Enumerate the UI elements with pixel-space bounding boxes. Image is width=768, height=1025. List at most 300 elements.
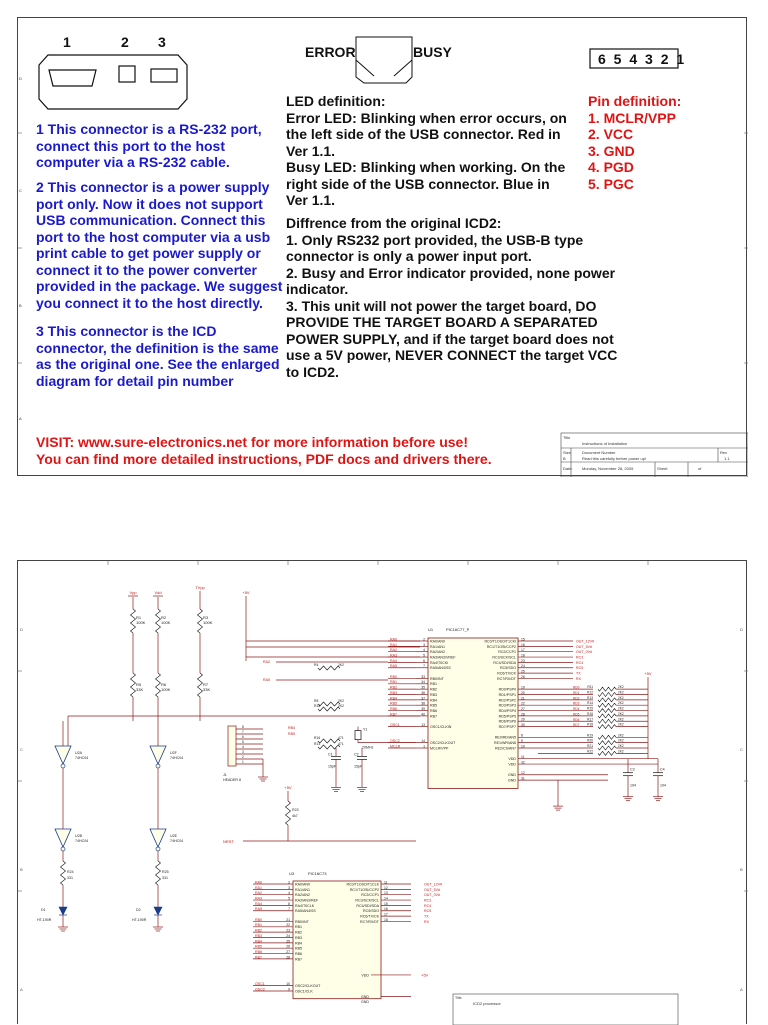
tb-doc-label: Document Number [582,450,616,455]
header-pin-num: 5 [242,740,244,744]
u1-left-pin-num: 36 [421,690,425,695]
u3-left-pin-num: 2 [288,880,290,885]
header-pin-num: 3 [242,750,244,754]
u3-gnd-name-2: GND [361,1000,369,1005]
tb-of-label: of [698,466,702,471]
u3-left-pin-num: 10 [286,982,290,987]
rb-series-resistor [318,666,340,670]
u1-right-pin-name: RC4/SDI/SDA [493,660,516,665]
u3-left-pin-num: 3 [288,885,290,890]
rb-res-val: 471 [338,742,344,746]
u1-right-pin-num: 28 [521,712,525,717]
u1-left-pin-num: 7 [423,664,425,669]
u3-right-pin-name: RC0/T1OSO/T1CLK [346,882,379,887]
rb-series-resistor [318,739,340,743]
u1-left-net-label: OSC1 [390,723,400,727]
rd-res-val: 2K2 [618,749,624,754]
border-mark-right: B [740,867,743,872]
inverter-gate-2 [55,829,71,847]
rd-res-val: 2K2 [618,706,624,711]
border-mark-b: B [19,303,22,308]
rd-net-label: RD0 [573,685,580,690]
u1-left-pin-num: 34 [421,680,425,685]
rb-res-val: 2K2 [338,704,345,708]
rd-res-ref: R15 [587,706,593,711]
u1-left-net-label: RB7 [390,712,397,717]
rb-res-ref: R8 [314,699,319,703]
u3-left-net: OSC2 [255,987,265,992]
u1-left-net-label: RA3 [390,653,397,658]
rb-series-resistor [318,745,340,749]
u3-left-pin-name: RA2/AN2 [295,893,310,898]
net-ra5: RA5 [263,678,270,682]
rd-series-resistor [598,751,616,755]
error-led-label: ERROR [305,44,356,60]
rd-res-val: 2K2 [618,722,624,727]
rd-net-label: RD3 [573,701,580,706]
cap12-val: 15pF [354,764,363,769]
header-pin-num: 1 [242,760,244,764]
u3-right-pin-num: 18 [384,917,388,922]
inverter-gate-3 [150,829,166,847]
tb-rev: 1.1 [724,456,730,461]
u1-right-pin-name: RD2/PSP2 [498,698,516,703]
rd-res-ref: R19 [587,733,593,738]
u1-right-pin-name: RC0/T1OSO/T1CKI [484,639,516,644]
rd-res-val: 2K2 [618,695,624,700]
rc-net-label: RC3 [576,655,584,660]
tb-size-label: Size [563,450,571,455]
border-mark-right: A [740,987,743,992]
border-mark: B [20,867,23,872]
u3-left-pin-name: RB2 [295,930,302,935]
u1-right-pin-num: 26 [521,674,525,679]
u3-right-pin-num: 13 [384,891,388,896]
r23-val: 4k7 [292,814,298,818]
rd-net-label: RD2 [573,696,580,701]
rd-res-ref: R13 [587,695,593,700]
u3-right-pin-name: RC2/CCP1 [361,893,379,898]
cap12-ref: C1 [328,752,333,757]
u1-left-pin-name: RB6 [430,708,437,713]
power-port-description: 2 This connector is a power supply port only. Now it does not support USB communication. Connect this port to the host computer via a usb print cable to get power supply or connect it to the power converter provided in the package. We suggest you connect it to the host directly. [36,179,283,311]
u1-right-pin-name: RE2/CS/AN7 [495,746,516,751]
u1-left-net-label: RA1 [390,642,397,647]
border-mark-right: D [740,627,743,632]
u1-left-pin-num: 33 [421,674,425,679]
u3-right-pin-name: RC5/SDO [363,909,379,914]
led-res-ref: R24 [67,870,74,874]
u1-right-pin-name: RE1/WR/AN6 [494,741,516,746]
u3-right-pin-name: RC1/T1OSI/CCP2 [349,887,379,892]
u1-left-pin-num: 39 [421,706,425,711]
u1-left-pin-name: RB5 [430,703,437,708]
u1-left-net-label: RB2 [390,685,397,690]
rb-series-resistor [318,707,340,711]
rd-net-label: RD7 [573,723,580,728]
u1-right-pin-num: 31 [521,776,525,781]
border-mark-d: D [19,76,22,81]
gate-ref: U2B [75,834,82,838]
visit-notice: VISIT: www.sure-electronics.net for more information before use! You can find more detailed instructions, PDF docs and drivers there. [36,434,492,467]
rd-series-resistor [598,693,616,697]
rd-res-ref: R20 [587,738,593,743]
u1-left-net-label: MCLR [390,744,401,749]
u1-right-pin-name: RD7/PSP7 [498,725,516,729]
u3-right-net: RC4 [424,903,432,908]
tb-date: Monday, November 28, 2005 [582,466,634,471]
resistor-top-1 [156,609,161,633]
u1-right-pin-name: GND [508,778,516,783]
u1-left-pin-num: 5 [423,653,425,658]
rd-series-resistor [598,741,616,745]
rd-series-resistor [598,719,616,723]
power-label-tvpp: TVpp [195,585,205,590]
icd-connector-description: 3 This connector is the ICD connector, the definition is the same as the original one. See the enlarged diagram for detail pin number [36,323,280,389]
inverter-gate-1 [150,746,166,764]
u3-left-net: RB0 [255,917,262,922]
gate-part: 74HC04 [75,756,89,760]
inverter-gate-0 [55,746,71,764]
u1-right-pin-num: 21 [521,696,525,701]
crystal-ref: Y1 [363,727,368,732]
rs232-description: 1 This connector is a RS-232 port, connect this port to the host computer via a RS-232 cable. [36,121,262,170]
u3-left-net: RA5 [255,907,262,912]
u3-right-pin-name: RC4/SDI/SDA [356,903,379,908]
header-pin-num: 8 [242,725,244,729]
rd-res-val: 2K2 [618,744,624,748]
cap-ref: C4 [660,767,665,772]
header-val: HEADER 8 [223,778,241,782]
u3-left-pin-num: 6 [288,901,290,906]
u1-left-pin-num: 3 [423,642,425,647]
net-rb5: RB5 [288,732,295,736]
led-res-val: 331 [67,876,73,880]
u3-left-pin-num: 24 [286,933,290,938]
u3-left-pin-num: 5 [288,896,290,901]
resistor-val: 100K [203,620,213,625]
u1-left-pin-name: RB7 [430,714,437,719]
power-label-vpp: Vpp [129,590,137,595]
icd2-schematic [18,561,748,1025]
rd-res-ref: R17 [587,717,593,722]
rd-res-ref: R21 [587,744,593,748]
title-block-2 [453,994,678,1025]
u1-right-pin-name: RD6/PSP6 [498,719,516,724]
u3-left-pin-num: 23 [286,928,290,933]
r23-ref: R23 [292,808,299,812]
nrst-label: NRST [223,839,234,844]
rb-series-resistor [318,702,340,706]
resistor-ref: R3 [203,615,209,620]
u1-right-pin-num: 17 [521,648,525,653]
u1-left-pin-num: 6 [423,658,425,663]
u1-right-pin-name: RE0/RD/AN5 [494,735,516,740]
u1-right-pin-num: 25 [521,669,525,674]
tb2-title-label: Title [455,996,462,1000]
u1-left-pin-name: RA5/AN4/SS [430,666,451,671]
led-definition: LED definition: Error LED: Blinking when error occurs, on the left side of the USB connector. Red in Ver 1.1. Busy LED: Blinking when working. On the right side of the USB connector. Blue in Ver 1.1. [286,93,567,208]
rd-net-label: RD5 [573,712,580,717]
inverter-bubble-1 [156,764,160,768]
header-pin-num: 7 [242,730,244,734]
u1-left-pin-name: OSC2/CLKOUT [430,741,456,746]
u1-right-pin-num: 30 [521,723,525,727]
rb-res-ref: R4 [314,663,319,667]
u1-right-pin-name: RD3/PSP3 [498,703,516,708]
u1-left-net-label: RA2 [390,648,397,653]
rd-res-val: 2K2 [618,690,624,695]
header-ref: J1 [223,773,227,777]
u3-left-net: RA2 [255,891,262,896]
u3-right-net: OUT_0V# [424,893,440,898]
resistor-val: 100K [161,687,171,692]
u1-right-pin-name: RD5/PSP5 [498,714,516,719]
u1-right-pin-num: 8 [521,733,523,738]
u3-right-net: RC5 [424,909,432,914]
u1-left-pin-name: RB3 [430,692,437,697]
u1-right-pin-num: 29 [521,717,525,722]
u3-left-pin-name: RB3 [295,935,302,940]
led-val: HT-190R [132,918,147,922]
rd-net-label: RD6 [573,717,580,722]
rd-series-resistor [598,703,616,707]
led-val: HT-190R [37,918,52,922]
u1-right-pin-name: RC3/SCK/SCL [492,655,516,660]
tb-title-label: Title [563,435,571,440]
rd-res-val: 2K2 [618,738,624,743]
crystal-val: 20MHz [362,745,374,750]
u3-right-pin-num: 11 [384,880,388,885]
resistor-top-2 [198,609,203,633]
u1-left-pin-name: RA1/AN1 [430,644,445,649]
u1-right-pin-name: VDD [508,757,516,762]
usb-port-shape [119,66,135,82]
u1-part: PIC16C77_P [446,627,470,632]
u3-right-pin-num: 17 [384,912,388,917]
u3-left-pin-name: RB7 [295,957,302,962]
gate-ref: U2F [170,751,177,755]
u1-right-pin-name: VDD [508,762,516,767]
u1-left-pin-num: 14 [421,739,425,744]
u3-right-net: TX [424,914,429,919]
net-ra2: RA2 [263,660,270,664]
u3-right-pin-num: 15 [384,901,388,906]
net-rb4: RB4 [288,726,295,730]
rb-res-val: 2K2 [338,663,345,667]
u3-left-net: RA4 [255,901,262,906]
u1-left-pin-name: RA0/AN0 [430,639,445,644]
u3-right-net: RC3 [424,898,432,903]
u3-left-net: RB1 [255,923,262,928]
u3-right-net: OUT_12V# [424,882,442,887]
u3-right-net: OUT_5V# [424,887,440,892]
u1-left-net-label: RB6 [390,706,397,711]
r23-plus5v: +5V [284,785,292,790]
u3-vdd-name: VDD [361,973,369,978]
u1-right-pin-num: 15 [521,637,525,642]
rb-res-val: 471 [338,736,344,740]
u1-right-pin-name: RC2/CCP1 [498,650,516,655]
u1-left-net-label: OSC2 [390,739,400,744]
inverter-bubble-2 [61,847,65,851]
u1-right-pin-num: 12 [521,771,525,776]
resistor-val: 100K [136,620,146,625]
gate-part: 74HC04 [75,839,89,843]
rd-res-ref: R11 [587,685,593,690]
rd-res-val: 2K2 [618,701,624,706]
gate-ref: U2A [75,751,82,755]
rd-series-resistor [598,746,616,750]
u3-left-pin-name: RA3/AN3/REF [295,898,319,903]
rc-net-label: RC5 [576,666,584,671]
u1-left-pin-name: RA2/AN2 [430,650,445,655]
u3-left-net: RB2 [255,928,262,933]
u1-left-net-label: RA4 [390,658,397,663]
led-box [356,37,412,83]
u3-left-net: RB6 [255,949,262,954]
rd-res-val: 2K2 [618,685,624,690]
resistor-ref: R6 [161,682,167,687]
cap12-val: 15pF [328,764,337,769]
gate-part: 74HC04 [170,839,184,843]
tb-size: B [563,456,566,461]
u1-left-pin-num: 37 [421,696,425,701]
tb-rev-label: Rev [720,450,728,455]
resistor-top-0 [131,609,136,633]
u1-left-pin-name: RB1 [430,682,437,687]
connector-number-1: 1 [63,34,71,50]
u3-left-pin-name: RB4 [295,941,302,946]
u1-left-net-label: RB5 [390,701,397,706]
u1-right-pin-num: 27 [521,706,525,711]
resistor-mid-1 [156,673,161,697]
u3-left-pin-num: 4 [288,891,290,896]
u1-left-net-label: RA5 [390,664,397,669]
rs232-port-shape [49,70,96,86]
border-mark: D [20,627,23,632]
rd-res-val: 2K2 [618,717,624,722]
rd-res-ref: R12 [587,690,593,695]
rd-res-ref: R14 [587,701,593,706]
header-pin-num: 2 [242,755,244,759]
cap12-ref: C2 [354,752,359,757]
border-mark-right: C [740,747,743,752]
crystal-body [355,731,361,740]
u1-ref: U1 [428,627,434,632]
rd-series-resistor [598,725,616,729]
u3-left-net: RB4 [255,939,262,944]
u1-left-pin-name: RB2 [430,687,437,692]
u1-left-pin-name: RA4/T0CKI [430,660,449,665]
u1-left-pin-num: 4 [423,648,425,653]
led-ref: D1 [41,908,46,912]
u3-left-pin-num: 28 [286,955,290,960]
u1-left-pin-num: 2 [423,637,425,642]
u1-left-pin-name: RB0/INT [430,676,444,681]
u3-left-pin-name: RA5/AN4/SS [295,909,316,914]
u3-right-pin-name: RC3/SCK/SCL [355,898,379,903]
led-resistor-1 [156,861,161,885]
u1-right-pin-name: RC5/SDO [500,666,516,671]
rd-net-label: RD1 [573,691,580,695]
rb-res-ref: R13 [314,742,321,746]
rd-res-val: 2K2 [618,711,624,716]
border-mark-a: A [19,416,22,421]
led-ref: D2 [136,908,141,912]
rc-net-label: RC4 [576,660,584,665]
rd-res-ref: R16 [587,711,593,716]
u1-left-pin-name: RA3/AN3/VREF [430,655,456,660]
u3-part: PIC16C73 [308,871,327,876]
right-plus5v: +5V [644,671,652,677]
instructions-sheet [17,17,747,476]
u3-left-net: RA1 [255,885,262,890]
resistor-val: 33K [136,687,144,692]
pin-number-box: 6 5 4 3 2 1 [598,51,687,67]
u1-right-pin-name: RD1/PSP1 [498,692,516,697]
rb-res-ref: R16 [314,736,321,740]
rc-net-label: OUT_0V# [576,650,592,655]
u3-left-net: RA3 [255,896,262,901]
u3-left-net: RA0 [255,880,262,885]
u3-right-pin-name: RC6/TX/CK [360,914,379,919]
resistor-ref: R5 [136,682,142,687]
power-label-vdd: Vdd [154,590,162,595]
resistor-val: 33K [203,687,211,692]
u3-left-pin-num: 22 [286,923,290,928]
led-res-val: 331 [162,876,168,880]
connector-number-3: 3 [158,34,166,50]
u1-right-pin-num: 16 [521,642,525,647]
resistor-ref: R7 [203,682,209,687]
u1-right-pin-num: 18 [521,653,525,658]
led-resistor-0 [61,861,66,885]
rc-net-label: OUT_12V# [576,639,594,644]
rd-series-resistor [598,709,616,713]
rb-res-val: 2K2 [338,699,345,703]
rd-res-val: 2K2 [618,733,624,738]
power-label-5v: +5V [242,590,250,595]
led-res-ref: R25 [162,870,169,874]
tb-sheet-label: Sheet [657,466,668,471]
pin-definition: Pin definition: 1. MCLR/VPP 2. VCC 3. GND 4. PGD 5. PGC [588,93,682,192]
u3-left-pin-name: RA4/T0CLK [295,903,315,908]
u3-left-net: RB5 [255,944,262,949]
rb-res-ref: R12 [314,704,321,708]
resistor-ref: R2 [161,615,167,620]
tb-title: Instructions of Installation [582,441,628,446]
u3-left-pin-name: OSC1/CLK [295,989,313,994]
u1-left-pin-num: 35 [421,685,425,690]
u1-left-net-label: RB1 [390,680,397,685]
resistor-val: 100K [161,620,171,625]
u1-left-pin-name: MCLR/VPP [430,746,449,751]
u1-left-net-label: RB0 [390,674,397,679]
u3-right-pin-num: 16 [384,907,388,912]
header-pin-num: 6 [242,735,244,739]
rc-net-label: TX [576,671,581,676]
u1-right-pin-name: RC1/T1OSI/CCP2 [486,644,516,649]
u3-left-pin-num: 7 [288,907,290,912]
u3-left-pin-name: RA0/AN0 [295,882,310,887]
u1-right-pin-num: 11 [521,755,525,760]
led-diode-0 [59,907,67,915]
tb2-title: ICD2 processor [473,1001,501,1006]
resistor-r23 [286,801,291,825]
rd-series-resistor [598,735,616,739]
u1-left-net-label: RB3 [390,690,397,695]
